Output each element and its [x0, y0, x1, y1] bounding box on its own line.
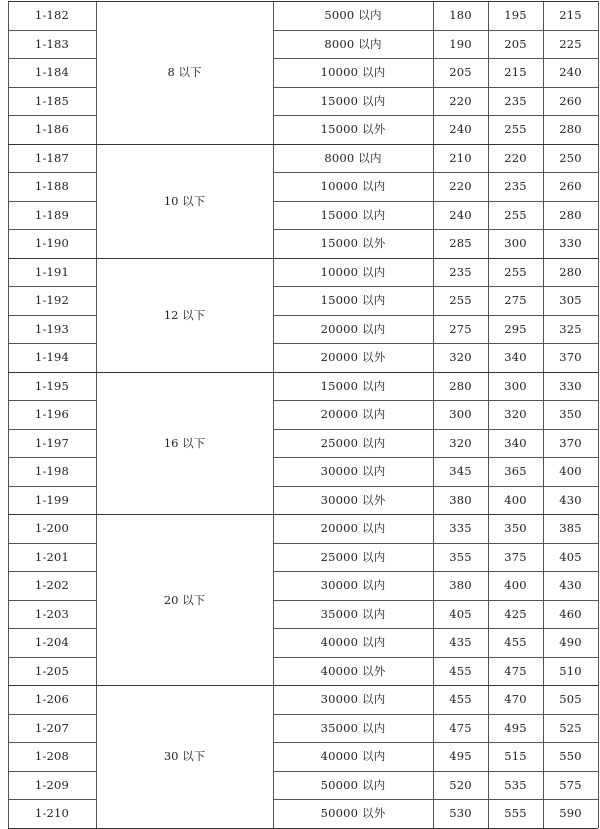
row-value-1: 275: [449, 321, 472, 336]
row-value-3: 510: [559, 663, 582, 678]
row-divider: [273, 429, 598, 430]
row-value-3: 280: [559, 264, 582, 279]
group-divider: [8, 144, 598, 145]
table-row: [8, 172, 598, 201]
row-code: 1-209: [34, 777, 70, 792]
row-divider: [273, 657, 598, 658]
row-range: 15000 以外: [320, 236, 386, 251]
row-range: 10000 以内: [320, 264, 386, 279]
row-divider: [8, 771, 96, 772]
row-value-1: 335: [449, 521, 472, 536]
row-divider: [273, 571, 598, 572]
row-code: 1-184: [34, 65, 70, 80]
row-value-2: 235: [504, 179, 527, 194]
row-divider: [8, 714, 96, 715]
row-divider: [8, 657, 96, 658]
row-divider: [8, 571, 96, 572]
row-value-2: 350: [504, 521, 527, 536]
row-range: 5000 以内: [324, 8, 382, 23]
row-value-1: 205: [449, 65, 472, 80]
row-range: 35000 以内: [320, 606, 386, 621]
table-row: [8, 115, 598, 144]
row-divider: [273, 799, 598, 800]
row-code: 1-195: [34, 378, 70, 393]
column-divider: [598, 1, 599, 828]
row-value-2: 340: [504, 435, 527, 450]
row-value-1: 380: [449, 578, 472, 593]
row-divider: [273, 115, 598, 116]
row-value-2: 365: [504, 464, 527, 479]
row-value-1: 435: [449, 635, 472, 650]
row-range: 50000 以外: [320, 806, 386, 821]
row-code: 1-193: [34, 321, 70, 336]
row-value-2: 455: [504, 635, 527, 650]
row-divider: [8, 229, 96, 230]
row-divider: [273, 87, 598, 88]
row-range: 15000 以内: [320, 378, 386, 393]
table-row: [8, 771, 598, 800]
row-code: 1-182: [34, 8, 70, 23]
row-range: 40000 以外: [320, 663, 386, 678]
table-row: [8, 685, 598, 714]
row-value-2: 425: [504, 606, 527, 621]
table-row: [8, 258, 598, 287]
row-value-2: 470: [504, 692, 527, 707]
row-value-3: 260: [559, 93, 582, 108]
row-value-2: 300: [504, 378, 527, 393]
row-code: 1-206: [34, 692, 70, 707]
row-divider: [273, 714, 598, 715]
row-value-1: 190: [449, 36, 472, 51]
row-code: 1-199: [34, 492, 70, 507]
row-range: 8000 以内: [324, 36, 382, 51]
row-value-2: 295: [504, 321, 527, 336]
group-label: 12 以下: [163, 307, 206, 322]
row-code: 1-190: [34, 236, 70, 251]
row-value-3: 525: [559, 720, 582, 735]
row-range: 20000 以内: [320, 407, 386, 422]
row-value-1: 285: [449, 236, 472, 251]
row-value-2: 205: [504, 36, 527, 51]
row-value-2: 340: [504, 350, 527, 365]
row-range: 15000 以外: [320, 122, 386, 137]
table-row: [8, 600, 598, 629]
row-value-3: 590: [559, 806, 582, 821]
row-value-2: 475: [504, 663, 527, 678]
row-divider: [8, 457, 96, 458]
row-range: 25000 以内: [320, 435, 386, 450]
table-row: [8, 571, 598, 600]
row-code: 1-188: [34, 179, 70, 194]
row-divider: [273, 742, 598, 743]
row-value-1: 220: [449, 93, 472, 108]
row-divider: [273, 229, 598, 230]
row-value-1: 475: [449, 720, 472, 735]
table-row: [8, 1, 598, 30]
row-value-1: 345: [449, 464, 472, 479]
table-row: [8, 657, 598, 686]
row-value-3: 370: [559, 435, 582, 450]
row-range: 15000 以内: [320, 93, 386, 108]
row-code: 1-200: [34, 521, 70, 536]
row-value-2: 400: [504, 492, 527, 507]
row-value-1: 240: [449, 122, 472, 137]
table-row: [8, 87, 598, 116]
row-value-1: 235: [449, 264, 472, 279]
row-value-1: 255: [449, 293, 472, 308]
row-value-2: 215: [504, 65, 527, 80]
table-row: [8, 400, 598, 429]
group-divider: [8, 1, 598, 2]
row-value-3: 550: [559, 749, 582, 764]
row-code: 1-198: [34, 464, 70, 479]
row-value-3: 490: [559, 635, 582, 650]
row-code: 1-187: [34, 150, 70, 165]
row-divider: [273, 315, 598, 316]
group-label: 16 以下: [163, 435, 206, 450]
group-divider: [8, 685, 598, 686]
row-range: 30000 以内: [320, 578, 386, 593]
row-code: 1-208: [34, 749, 70, 764]
row-range: 10000 以内: [320, 65, 386, 80]
table-row: [8, 315, 598, 344]
row-value-2: 375: [504, 549, 527, 564]
table-row: [8, 457, 598, 486]
row-value-3: 370: [559, 350, 582, 365]
row-code: 1-207: [34, 720, 70, 735]
row-value-2: 515: [504, 749, 527, 764]
row-value-1: 495: [449, 749, 472, 764]
row-range: 30000 以内: [320, 464, 386, 479]
row-divider: [273, 457, 598, 458]
row-code: 1-201: [34, 549, 70, 564]
row-divider: [273, 543, 598, 544]
row-value-3: 505: [559, 692, 582, 707]
row-code: 1-202: [34, 578, 70, 593]
row-divider: [273, 172, 598, 173]
row-value-3: 240: [559, 65, 582, 80]
row-value-1: 455: [449, 692, 472, 707]
row-value-1: 530: [449, 806, 472, 821]
row-value-1: 520: [449, 777, 472, 792]
row-divider: [8, 315, 96, 316]
row-value-1: 300: [449, 407, 472, 422]
row-divider: [273, 58, 598, 59]
row-code: 1-196: [34, 407, 70, 422]
row-value-3: 575: [559, 777, 582, 792]
row-range: 15000 以内: [320, 207, 386, 222]
row-range: 20000 以内: [320, 321, 386, 336]
row-divider: [8, 115, 96, 116]
row-value-2: 495: [504, 720, 527, 735]
row-range: 20000 以外: [320, 350, 386, 365]
table-row: [8, 343, 598, 372]
row-divider: [8, 87, 96, 88]
row-divider: [273, 201, 598, 202]
row-divider: [8, 600, 96, 601]
row-range: 35000 以内: [320, 720, 386, 735]
row-value-3: 325: [559, 321, 582, 336]
row-value-3: 350: [559, 407, 582, 422]
row-value-3: 330: [559, 236, 582, 251]
row-value-1: 240: [449, 207, 472, 222]
table-row: [8, 742, 598, 771]
row-range: 40000 以内: [320, 635, 386, 650]
row-code: 1-197: [34, 435, 70, 450]
row-value-2: 255: [504, 122, 527, 137]
row-range: 20000 以内: [320, 521, 386, 536]
group-label: 10 以下: [163, 193, 206, 208]
row-divider: [8, 172, 96, 173]
row-value-2: 275: [504, 293, 527, 308]
row-range: 25000 以内: [320, 549, 386, 564]
row-divider: [273, 771, 598, 772]
table-row: [8, 799, 598, 828]
row-code: 1-185: [34, 93, 70, 108]
row-range: 15000 以内: [320, 293, 386, 308]
row-value-3: 460: [559, 606, 582, 621]
row-code: 1-203: [34, 606, 70, 621]
row-value-2: 255: [504, 207, 527, 222]
row-divider: [8, 799, 96, 800]
row-value-1: 355: [449, 549, 472, 564]
row-divider: [8, 628, 96, 629]
row-value-1: 180: [449, 8, 472, 23]
row-value-2: 320: [504, 407, 527, 422]
row-value-1: 220: [449, 179, 472, 194]
row-value-2: 555: [504, 806, 527, 821]
row-value-2: 400: [504, 578, 527, 593]
row-divider: [8, 286, 96, 287]
table-row: [8, 628, 598, 657]
row-range: 30000 以外: [320, 492, 386, 507]
row-value-3: 430: [559, 578, 582, 593]
row-code: 1-204: [34, 635, 70, 650]
row-divider: [8, 201, 96, 202]
row-code: 1-189: [34, 207, 70, 222]
row-divider: [273, 286, 598, 287]
row-value-3: 330: [559, 378, 582, 393]
group-label: 20 以下: [163, 592, 206, 607]
row-value-3: 280: [559, 122, 582, 137]
row-divider: [8, 543, 96, 544]
row-value-3: 430: [559, 492, 582, 507]
row-divider: [8, 400, 96, 401]
row-divider: [8, 742, 96, 743]
row-value-3: 385: [559, 521, 582, 536]
row-range: 8000 以内: [324, 150, 382, 165]
row-range: 40000 以内: [320, 749, 386, 764]
row-divider: [8, 30, 96, 31]
group-divider: [8, 514, 598, 515]
row-code: 1-205: [34, 663, 70, 678]
row-value-2: 195: [504, 8, 527, 23]
row-divider: [273, 343, 598, 344]
row-range: 50000 以内: [320, 777, 386, 792]
table-row: [8, 486, 598, 515]
row-value-1: 455: [449, 663, 472, 678]
table-row: [8, 543, 598, 572]
row-divider: [8, 343, 96, 344]
row-value-2: 220: [504, 150, 527, 165]
row-divider: [273, 400, 598, 401]
row-value-3: 305: [559, 293, 582, 308]
row-code: 1-191: [34, 264, 70, 279]
table-row: [8, 30, 598, 59]
row-code: 1-183: [34, 36, 70, 51]
row-code: 1-210: [34, 806, 70, 821]
row-value-1: 210: [449, 150, 472, 165]
row-value-2: 535: [504, 777, 527, 792]
row-value-3: 400: [559, 464, 582, 479]
row-value-3: 215: [559, 8, 582, 23]
group-label: 8 以下: [167, 65, 202, 80]
row-divider: [273, 486, 598, 487]
table-row: [8, 372, 598, 401]
row-divider: [273, 30, 598, 31]
table-row: [8, 429, 598, 458]
table-row: [8, 514, 598, 543]
table-row: [8, 714, 598, 743]
row-range: 10000 以内: [320, 179, 386, 194]
row-value-3: 260: [559, 179, 582, 194]
row-code: 1-194: [34, 350, 70, 365]
row-range: 30000 以内: [320, 692, 386, 707]
row-divider: [8, 58, 96, 59]
table-row: [8, 286, 598, 315]
row-value-2: 300: [504, 236, 527, 251]
row-value-1: 320: [449, 350, 472, 365]
table-row: [8, 58, 598, 87]
row-value-1: 320: [449, 435, 472, 450]
row-value-1: 280: [449, 378, 472, 393]
row-divider: [8, 486, 96, 487]
group-divider: [8, 372, 598, 373]
row-divider: [8, 429, 96, 430]
row-value-1: 405: [449, 606, 472, 621]
row-value-3: 405: [559, 549, 582, 564]
row-code: 1-192: [34, 293, 70, 308]
row-value-3: 225: [559, 36, 582, 51]
row-value-3: 250: [559, 150, 582, 165]
row-value-2: 255: [504, 264, 527, 279]
row-value-1: 380: [449, 492, 472, 507]
row-value-2: 235: [504, 93, 527, 108]
row-code: 1-186: [34, 122, 70, 137]
table-row: [8, 229, 598, 258]
group-label: 30 以下: [163, 749, 206, 764]
row-divider: [273, 600, 598, 601]
row-divider: [273, 628, 598, 629]
table-row: [8, 201, 598, 230]
row-value-3: 280: [559, 207, 582, 222]
table-row: [8, 144, 598, 173]
group-divider: [8, 258, 598, 259]
